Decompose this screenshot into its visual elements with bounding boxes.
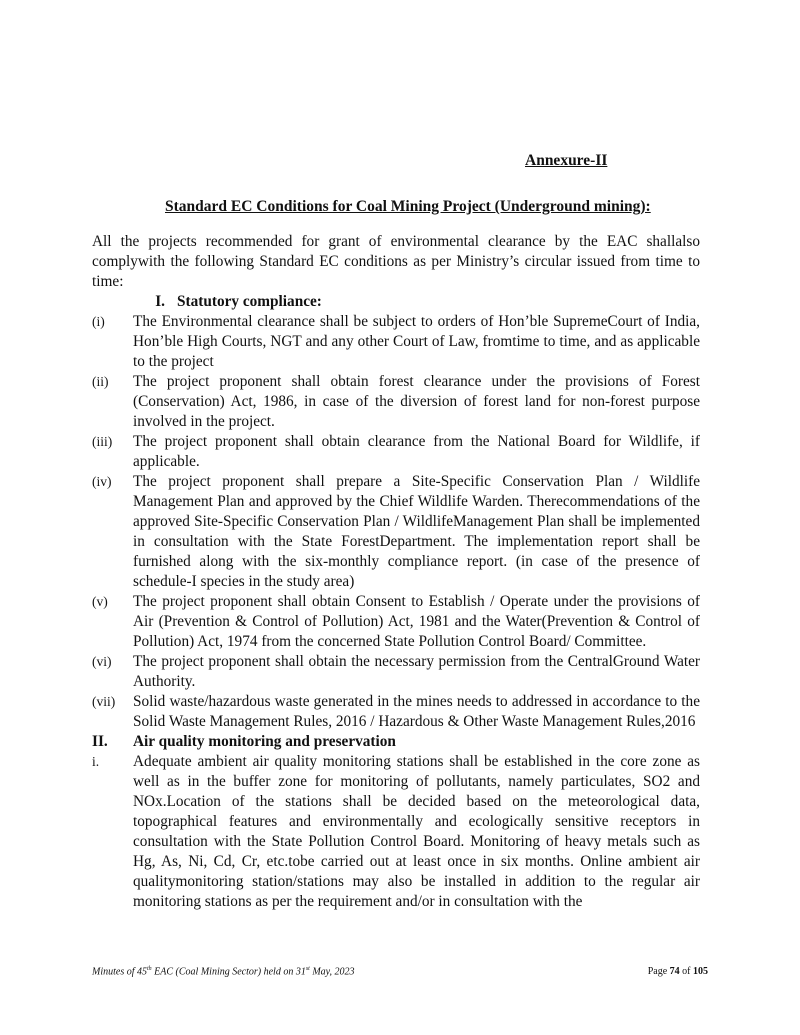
item-text: Adequate ambient air quality monitoring stations shall be established in the core zone as well as in the buffer zone for monitoring of pollutants, namely particulates, SO2 and NOx.Location of the stations shall be decided based on the meteorological data, topographical features and environmentally and ecologically sensitive receptors in consultation with the State Pollution Control Board. Monitoring of heavy metals such as Hg, As, Ni, Cd, Cr, etc.tobe carried out at least once in six months. Online ambient air qualitymonitoring station/stations may also be installed in addition to the regular air monitoring stations as per the requirement and/or in consultation with the	[133, 753, 700, 910]
section-heading	[92, 292, 700, 312]
item-text: Solid waste/hazardous waste generated in the mines needs to addressed in accordance to the Solid Waste Management Rules, 2016 / Hazardous & Other Waste Management Rules,2016	[133, 693, 700, 730]
list-item	[92, 472, 700, 592]
page-total: 105	[693, 966, 708, 977]
document-body	[92, 232, 700, 912]
page-footer	[92, 966, 708, 977]
list-item	[92, 652, 700, 692]
item-text: The project proponent shall obtain the necessary permission from the CentralGround Water Authority.	[133, 653, 700, 690]
item-number: (vii)	[92, 694, 116, 709]
page-of: of	[679, 966, 693, 977]
section-number: I.	[155, 293, 165, 310]
footer-text: Minutes of 45	[92, 966, 147, 978]
section-title: Air quality monitoring and preservation	[133, 733, 396, 750]
list-item	[92, 592, 700, 652]
item-text: The project proponent shall obtain Consent to Establish / Operate under the provisions of Air (Prevention & Control of Pollution) Act, 1981 and the Water(Prevention & Control of Pollution) Act, 1974 from the concerned State Pollution Control Board/ Committee.	[133, 593, 700, 650]
page-label: Page	[647, 966, 670, 977]
footer-sup: st	[305, 966, 310, 972]
item-number: (iv)	[92, 474, 112, 489]
item-text: The project proponent shall obtain forest clearance under the provisions of Forest (Conservation) Act, 1986, in case of the diversion of forest land for non-forest purpose involved in the project.	[133, 373, 700, 430]
footer-minutes	[92, 966, 355, 977]
item-number: (vi)	[92, 654, 112, 669]
list-item	[92, 312, 700, 372]
item-text: The project proponent shall obtain clearance from the National Board for Wildlife, if applicable.	[133, 433, 700, 470]
section-number: II.	[92, 733, 108, 750]
item-number: (i)	[92, 314, 105, 329]
item-text: The project proponent shall prepare a Site-Specific Conservation Plan / Wildlife Management Plan and approved by the Chief Wildlife Warden. Therecommendations of the approved Site-Specific Conservation Plan / WildlifeManagement Plan shall be implemented in consultation with the State ForestDepartment. The implementation report shall be furnished along with the six-monthly compliance report. (in case of the presence of schedule-I species in the study area)	[133, 473, 700, 590]
item-number: (v)	[92, 594, 108, 609]
item-number: (iii)	[92, 434, 113, 449]
list-item	[92, 432, 700, 472]
list-item	[92, 752, 700, 912]
footer-text: EAC (Coal Mining Sector) held on 31	[151, 966, 306, 978]
item-number: i.	[92, 754, 100, 769]
item-text: The Environmental clearance shall be subject to orders of Hon’ble SupremeCourt of India, Hon’ble High Courts, NGT and any other Court of Law, fromtime to time, and as applicable to the project	[133, 313, 700, 370]
section-title: Statutory compliance:	[177, 293, 322, 310]
section-heading	[92, 732, 700, 752]
item-number: (ii)	[92, 374, 109, 389]
list-item	[92, 692, 700, 732]
footer-text: May, 2023	[309, 966, 355, 978]
annexure-label: Annexure-II	[525, 152, 608, 169]
footer-sup: th	[147, 966, 152, 972]
document-title: Standard EC Conditions for Coal Mining Project (Underground mining):	[165, 198, 651, 215]
intro-paragraph: All the projects recommended for grant of environmental clearance by the EAC shallalso complywith the following Standard EC conditions as per Ministry’s circular issued from time to time:	[92, 233, 700, 290]
page-number	[648, 966, 708, 977]
list-item	[92, 372, 700, 432]
page-current: 74	[669, 966, 680, 977]
